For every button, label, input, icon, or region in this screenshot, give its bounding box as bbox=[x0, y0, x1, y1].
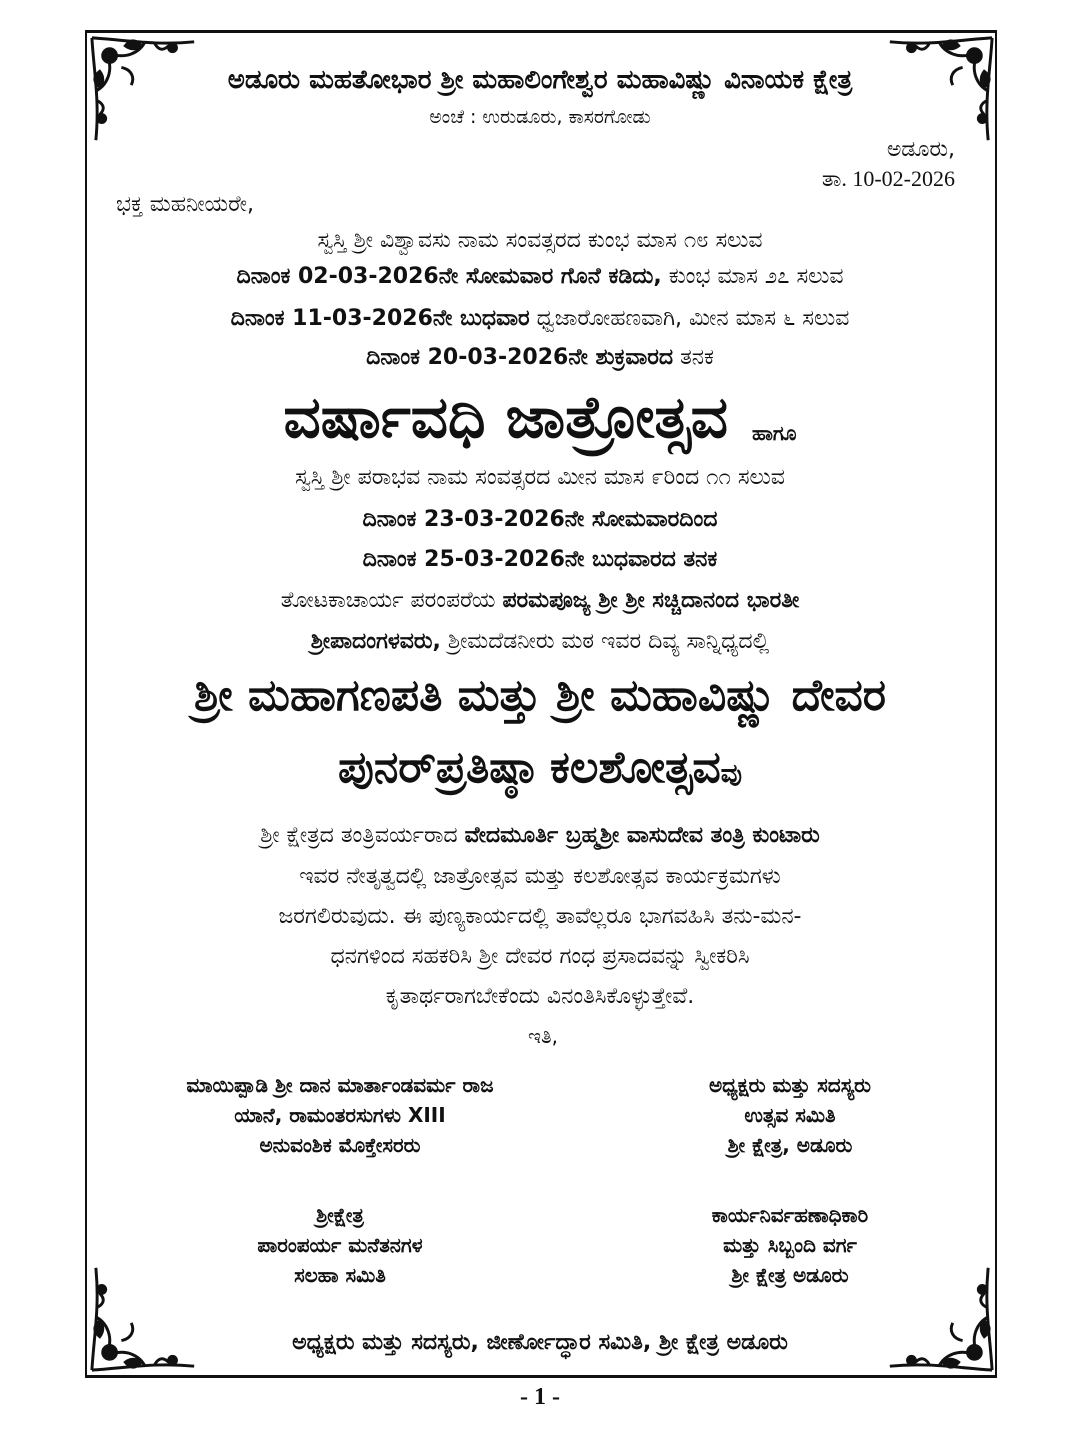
festival-end-date: ದಿನಾಂಕ 20-03-2026ನೇ ಶುಕ್ರವಾರದ bbox=[366, 345, 674, 370]
signatory-line: ಕಾರ್ಯನಿರ್ವಹಣಾಧಿಕಾರಿ bbox=[711, 1203, 869, 1227]
kalashotsava-title: ಪುನರ್‌ಪ್ರತಿಷ್ಠಾ ಕಲಶೋತ್ಸವ bbox=[338, 742, 721, 793]
body-line-13: ಧನಗಳಿಂದ ಸಹಕರಿಸಿ ಶ್ರೀ ದೇವರ ಗಂಧ ಪ್ರಸಾದವನ್ನು ಸ್ವೀಕರಿಸಿ bbox=[330, 944, 750, 969]
postal-address: ಅಂಚೆ : ಉರುಡೂರು, ಕಾಸರಗೋಡು bbox=[429, 106, 651, 128]
flag-hoisting-date: ದಿನಾಂಕ 11-03-2026ನೇ ಬುಧವಾರ bbox=[230, 306, 530, 331]
body-line-10 bbox=[0, 821, 1080, 851]
closing-iti: ಇತಿ, bbox=[528, 1024, 558, 1048]
tradition-text: ತೋಟಕಾಚಾರ್ಯ ಪರಂಪರೆಯ bbox=[280, 588, 503, 613]
signatory-line: ಶ್ರೀಕ್ಷೇತ್ರ bbox=[316, 1203, 364, 1227]
kalasha-start-date: ದಿನಾಂಕ 23-03-2026ನೇ ಸೋಮವಾರದಿಂದ bbox=[362, 507, 718, 532]
body-line-1: ಸ್ವಸ್ತಿ ಶ್ರೀ ವಿಶ್ವಾವಸು ನಾಮ ಸಂವತ್ಸರದ ಕುಂಭ ಮಾಸ ೧೮ ಸಲುವ bbox=[317, 228, 763, 253]
body-line-2-rest: ಕುಂಭ ಮಾಸ ೨೭ ಸಲುವ bbox=[661, 264, 844, 289]
body-line-4 bbox=[0, 343, 1080, 373]
body-line-12: ಜರಗಲಿರುವುದು. ಈ ಪುಣ್ಯಕಾರ್ಯದಲ್ಲಿ ತಾವೆಲ್ಲರೂ ಭಾಗವಹಿಸಿ ತನು-ಮನ- bbox=[278, 904, 802, 929]
signatory-line: ಅಧ್ಯಕ್ಷರು ಮತ್ತು ಸದಸ್ಯರು bbox=[708, 1073, 872, 1097]
kalasha-end-date: ದಿನಾಂಕ 25-03-2026ನೇ ಬುಧವಾರದ ತನಕ bbox=[362, 547, 718, 572]
body-line-9-rest: ಶ್ರೀಮದೆಡನೀರು ಮಠ ಇವರ ದಿವ್ಯ ಸಾನ್ನಿಧ್ಯದಲ್ಲಿ bbox=[440, 629, 770, 654]
swamiji-name: ಪರಮಪೂಜ್ಯ ಶ್ರೀ ಶ್ರೀ ಸಚ್ಚಿದಾನಂದ ಭಾರತೀ bbox=[502, 588, 800, 613]
date-range-start: ದಿನಾಂಕ 02-03-2026ನೇ ಸೋಮವಾರ ಗೊನೆ ಕಡಿದು, bbox=[236, 264, 662, 289]
signatory-line: ಯಾನೆ, ರಾಮಂತರಸುಗಳು XIII bbox=[234, 1103, 446, 1127]
signatory-line: ಶ್ರೀ ಕ್ಷೇತ್ರ ಅಡೂರು bbox=[731, 1263, 849, 1287]
signatory-hereditary-trustee bbox=[110, 1070, 570, 1160]
renovation-committee-footer: ಅಧ್ಯಕ್ಷರು ಮತ್ತು ಸದಸ್ಯರು, ಜೀರ್ಣೋದ್ಧಾರ ಸಮಿತಿ, ಶ್ರೀ ಕ್ಷೇತ್ರ ಅಡೂರು bbox=[292, 1330, 788, 1355]
body-line-3 bbox=[0, 304, 1080, 334]
body-line-4-rest: ತನಕ bbox=[673, 345, 714, 370]
body-line-14: ಕೃತಾರ್ಥರಾಗಬೇಕೆಂದು ವಿನಂತಿಸಿಕೊಳ್ಳುತ್ತೇವೆ. bbox=[385, 984, 695, 1009]
signatory-line: ಮಾಯಿಪ್ಪಾಡಿ ಶ್ರೀ ದಾನ ಮಾರ್ತಾಂಡವರ್ಮ ರಾಜ bbox=[186, 1073, 494, 1097]
body-line-11: ಇವರ ನೇತೃತ್ವದಲ್ಲಿ ಜಾತ್ರೋತ್ಸವ ಮತ್ತು ಕಲಶೋತ್ಸವ ಕಾರ್ಯಕ್ರಮಗಳು bbox=[299, 864, 781, 889]
festival-title-row bbox=[0, 382, 1080, 452]
annual-festival-title: ವರ್ಷಾವಧಿ ಜಾತ್ರೋತ್ಸವ bbox=[283, 383, 728, 451]
letter-date: ತಾ. 10-02-2026 bbox=[821, 166, 955, 191]
body-line-2 bbox=[0, 262, 1080, 292]
temple-title: ಅಡೂರು ಮಹತೋಭಾರ ಶ್ರೀ ಮಹಾಲಿಂಗೇಶ್ವರ ಮಹಾವಿಷ್ಣು ವಿನಾಯಕ ಕ್ಷೇತ್ರ bbox=[227, 65, 853, 95]
signatory-line: ಉತ್ಸವ ಸಮಿತಿ bbox=[744, 1103, 836, 1127]
greeting: ಭಕ್ತ ಮಹನೀಯರೇ, bbox=[116, 192, 254, 217]
swamiji-title: ಶ್ರೀಪಾದಂಗಳವರು, bbox=[310, 629, 441, 654]
letter-place: ಅಡೂರು, bbox=[886, 137, 955, 162]
body-line-9 bbox=[0, 627, 1080, 657]
signatory-advisory-committee bbox=[110, 1200, 570, 1290]
signatory-line: ಪಾರಂಪರ್ಯ ಮನೆತನಗಳ bbox=[257, 1233, 423, 1257]
body-line-8 bbox=[0, 586, 1080, 616]
deity-title: ಶ್ರೀ ಮಹಾಗಣಪತಿ ಮತ್ತು ಶ್ರೀ ಮಹಾವಿಷ್ಣು ದೇವರ bbox=[193, 670, 887, 721]
conjunction-haagu: ಹಾಗೂ bbox=[751, 420, 797, 445]
kalashotsava-title-row bbox=[0, 740, 1080, 796]
signatory-line: ಮತ್ತು ಸಿಬ್ಬಂದಿ ವರ್ಗ bbox=[723, 1233, 857, 1257]
tantri-name: ವೇದಮೂರ್ತಿ ಬ್ರಹ್ಮಶ್ರೀ ವಾಸುದೇವ ತಂತ್ರಿ ಕುಂಟಾರು bbox=[464, 823, 820, 848]
kalashotsava-suffix: ವು bbox=[720, 759, 742, 789]
body-line-3-rest: ಧ್ವಜಾರೋಹಣವಾಗಿ, ಮೀನ ಮಾಸ ೬ ಸಲುವ bbox=[529, 306, 850, 331]
signatory-line: ಅನುವಂಶಿಕ ಮೊಕ್ತೇಸರರು bbox=[259, 1133, 421, 1157]
body-line-5: ಸ್ವಸ್ತಿ ಶ್ರೀ ಪರಾಭವ ನಾಮ ಸಂವತ್ಸರದ ಮೀನ ಮಾಸ ೯ರಿಂದ ೧೧ ಸಲುವ bbox=[295, 465, 785, 490]
tantri-intro: ಶ್ರೀ ಕ್ಷೇತ್ರದ ತಂತ್ರಿವರ್ಯರಾದ bbox=[260, 823, 465, 848]
page-number: - 1 - bbox=[520, 1384, 560, 1410]
signatory-executive-officer bbox=[620, 1200, 960, 1290]
signatory-utsava-samiti bbox=[620, 1070, 960, 1160]
signatory-line: ಶ್ರೀ ಕ್ಷೇತ್ರ, ಅಡೂರು bbox=[727, 1133, 853, 1157]
signatory-line: ಸಲಹಾ ಸಮಿತಿ bbox=[294, 1263, 386, 1287]
